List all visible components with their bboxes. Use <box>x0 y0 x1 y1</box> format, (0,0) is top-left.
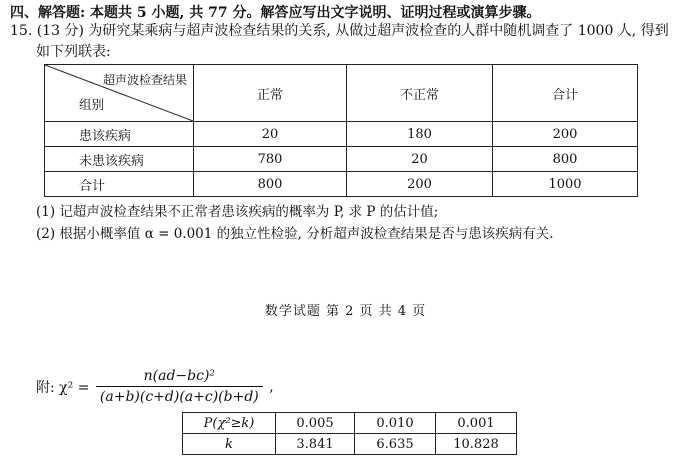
formula-denominator: (a+b)(c+d)(a+c)(b+d) <box>96 386 263 405</box>
table-cell: 3.841 <box>276 434 355 455</box>
chi-square-formula <box>36 368 274 405</box>
contingency-header-row <box>45 65 638 122</box>
table-row <box>45 172 638 197</box>
row-label: 患该疾病 <box>45 122 194 147</box>
table-cell: 200 <box>493 122 638 147</box>
contingency-table <box>44 64 638 197</box>
table-cell: 20 <box>194 122 347 147</box>
row-label: k <box>183 434 276 455</box>
table-cell: 200 <box>347 172 493 197</box>
corner-row-title: 组别 <box>79 97 105 112</box>
question-2: (2) 根据小概率值 α = 0.001 的独立性检验, 分析超声波检查结果是否与患该疾病有关. <box>36 226 554 242</box>
section-title: 四、解答题: 本题共 5 小题, 共 77 分。解答应写出文字说明、证明过程或演算步骤。 <box>10 5 541 21</box>
column-header: 合计 <box>493 65 638 122</box>
table-row <box>183 434 517 455</box>
table-cell: 0.010 <box>355 413 436 434</box>
table-row <box>183 413 517 434</box>
row-label: 合计 <box>45 172 194 197</box>
problem-stem-text: 为研究某乘病与超声波检查结果的关系, 从做过超声波检查的人群中随机调查了 1000 人, 得到 <box>88 23 669 39</box>
table-cell: 1000 <box>493 172 638 197</box>
row-label: P(χ²≥k) <box>183 413 276 434</box>
table-row <box>45 147 638 172</box>
table-cell: 10.828 <box>436 434 517 455</box>
corner-column-title: 超声波检查结果 <box>102 73 187 87</box>
table-cell: 0.005 <box>276 413 355 434</box>
formula-prefix: 附: χ² = <box>36 379 90 396</box>
table-cell: 780 <box>194 147 347 172</box>
question-1: (1) 记超声波检查结果不正常者患该疾病的概率为 P, 求 P 的估计值; <box>36 204 439 220</box>
row-label: 未患该疾病 <box>45 147 194 172</box>
table-cell: 0.001 <box>436 413 517 434</box>
table-corner-cell <box>45 65 194 122</box>
problem-number: 15. <box>10 23 33 39</box>
critical-value-table <box>182 412 517 455</box>
formula-numerator: n(ad−bc)² <box>143 368 216 384</box>
problem-points: (13 分) <box>36 23 84 39</box>
problem-stem-line1 <box>10 20 669 40</box>
column-header: 不正常 <box>347 65 493 122</box>
table-cell: 20 <box>347 147 493 172</box>
column-header: 正常 <box>194 65 347 122</box>
table-cell: 180 <box>347 122 493 147</box>
formula-fraction <box>96 368 263 405</box>
table-cell: 6.635 <box>355 434 436 455</box>
problem-stem-line2: 如下列联表: <box>36 44 111 60</box>
formula-suffix: , <box>269 378 274 395</box>
table-row <box>45 122 638 147</box>
table-cell: 800 <box>194 172 347 197</box>
table-cell: 800 <box>493 147 638 172</box>
page-footer: 数学试题 第 2 页 共 4 页 <box>264 304 427 319</box>
